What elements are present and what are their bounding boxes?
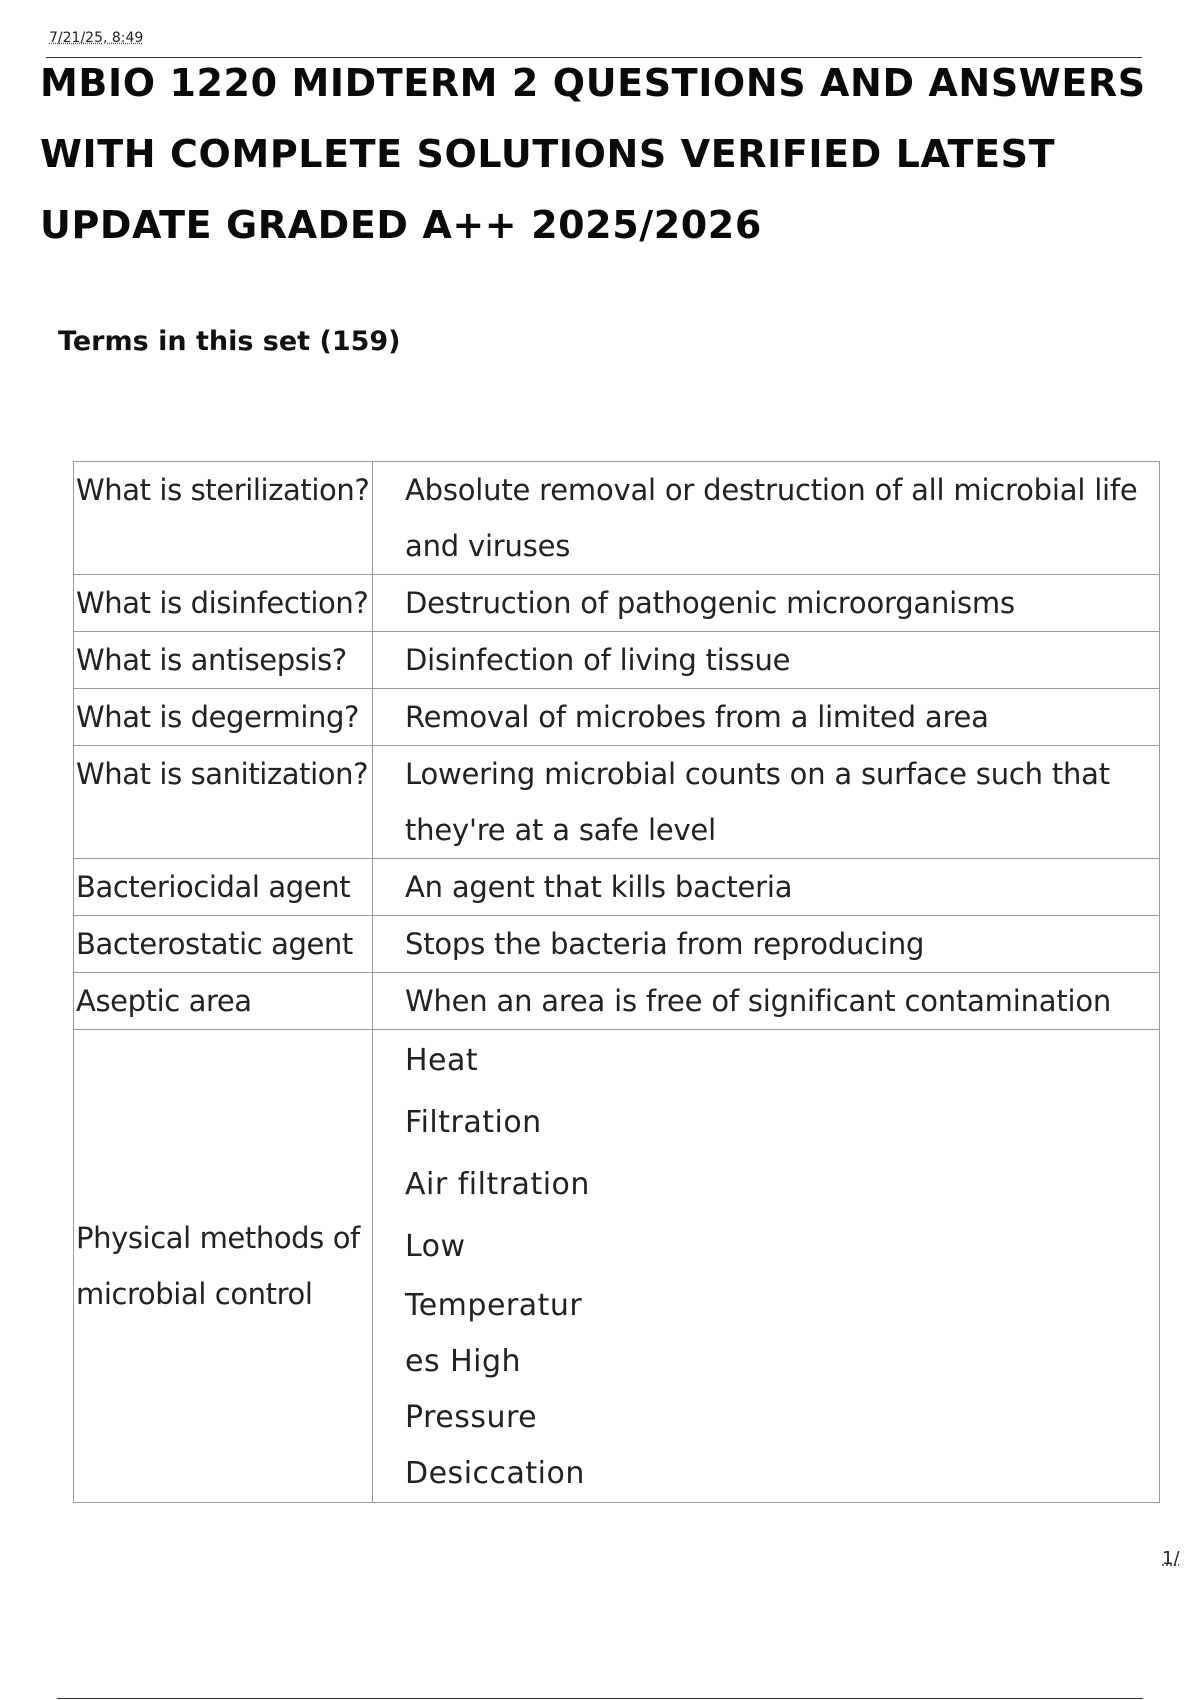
document-title: MBIO 1220 MIDTERM 2 QUESTIONS AND ANSWERS WITH COMPLETE SOLUTIONS VERIFIED LATEST UPDATE GRADED A++ 2025/2026 [40,61,1146,247]
term-cell: What is disinfection? [74,575,373,632]
definition-list-item: Filtration [405,1105,542,1140]
table-row [74,462,1160,575]
table-row [74,1030,1160,1503]
definition-cell: Lowering microbial counts on a surface such that they're at a safe level [373,746,1160,859]
definition-list-item: Pressure [405,1400,538,1435]
definition-list-item: Desiccation [405,1456,585,1491]
terms-table [73,461,1160,1503]
table-row [74,689,1160,746]
terms-count-heading: Terms in this set (159) [58,326,401,357]
table-row [74,632,1160,689]
term-cell: Aseptic area [74,973,373,1030]
table-row [74,859,1160,916]
definition-list-item: Low [405,1229,466,1264]
table-row [74,973,1160,1030]
definition-list-item: Air filtration [405,1167,590,1202]
term-cell: What is sterilization? [74,462,373,575]
page-number: 1/ [1162,1548,1180,1569]
definition-list-item: es High [405,1344,522,1379]
term-cell: Bacteriocidal agent [74,859,373,916]
term-cell: What is sanitization? [74,746,373,859]
table-row [74,575,1160,632]
term-cell: What is degerming? [74,689,373,746]
table-row [74,916,1160,973]
print-timestamp: 7/21/25, 8:49 [49,30,144,46]
definition-list-cell [373,1030,1160,1503]
definition-list-item: Heat [405,1043,479,1078]
definition-cell: Removal of microbes from a limited area [373,689,1160,746]
term-cell: What is antisepsis? [74,632,373,689]
definition-cell: Disinfection of living tissue [373,632,1160,689]
definition-list-item: Temperatur [405,1288,583,1323]
definition-cell: Absolute removal or destruction of all microbial life and viruses [373,462,1160,575]
table-row [74,746,1160,859]
definition-cell: When an area is free of significant contamination [373,973,1160,1030]
definition-cell: Stops the bacteria from reproducing [373,916,1160,973]
definition-cell: An agent that kills bacteria [373,859,1160,916]
term-cell: Physical methods of microbial control [74,1030,373,1503]
term-cell: Bacterostatic agent [74,916,373,973]
footer-divider [57,1698,1143,1699]
definition-cell: Destruction of pathogenic microorganisms [373,575,1160,632]
